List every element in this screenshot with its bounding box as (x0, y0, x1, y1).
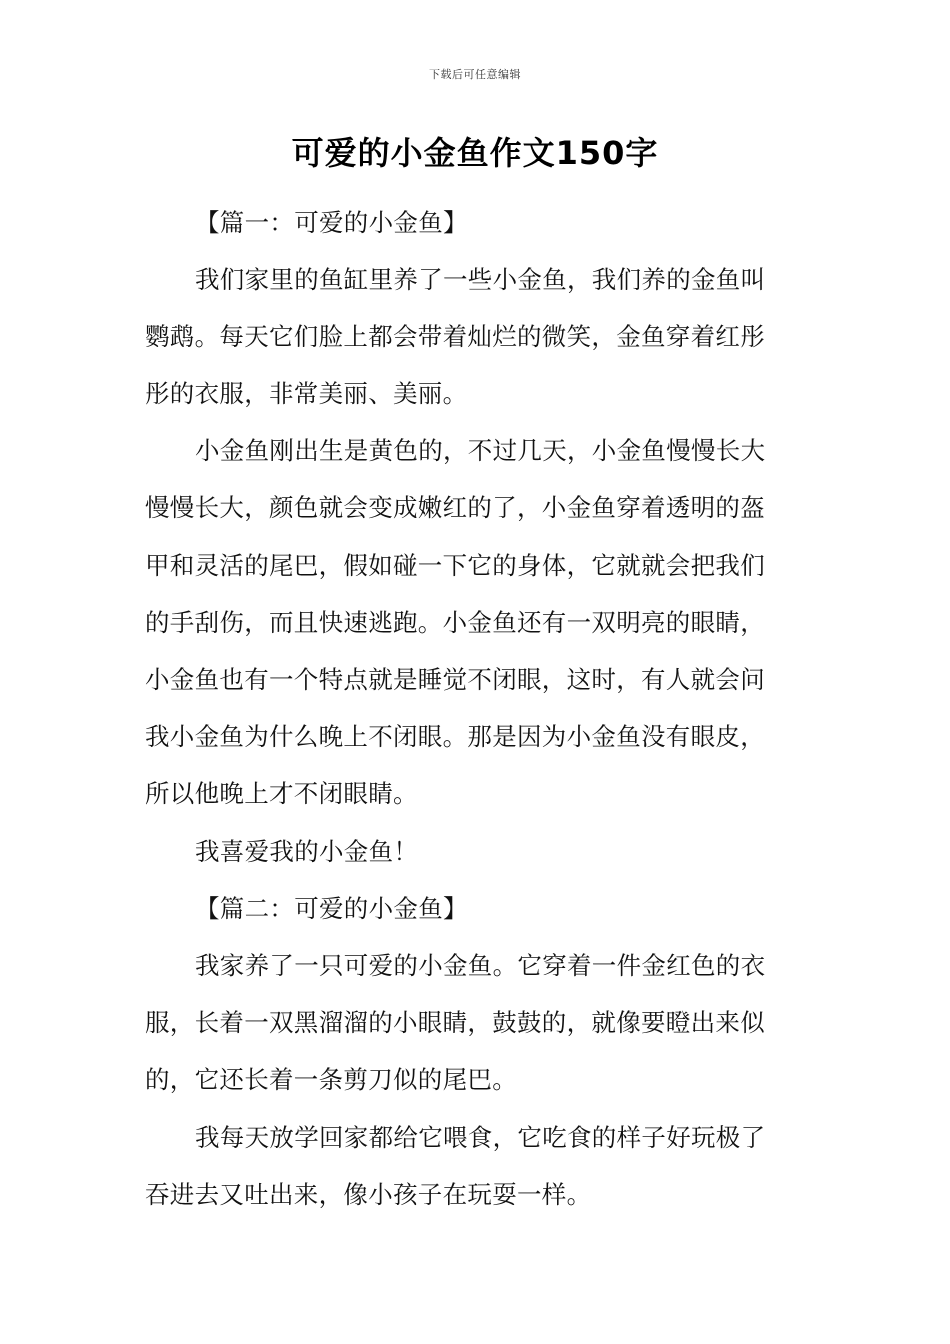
section-heading-1: 【篇一：可爱的小金鱼】 (195, 208, 468, 237)
paragraph-line: 服，长着一双黑溜溜的小眼睛，鼓鼓的，就像要瞪出来似 (145, 1008, 765, 1037)
document-title: 可爱的小金鱼作文150字 (291, 134, 659, 172)
paragraph-line: 我小金鱼为什么晚上不闭眼。那是因为小金鱼没有眼皮， (145, 722, 765, 751)
paragraph-line: 小金鱼刚出生是黄色的，不过几天，小金鱼慢慢长大 (195, 436, 766, 465)
paragraph-line: 鹦鹉。每天它们脸上都会带着灿烂的微笑，金鱼穿着红彤 (145, 322, 765, 351)
paragraph-line: 我每天放学回家都给它喂食，它吃食的样子好玩极了 (195, 1123, 766, 1152)
paragraph-line: 吞进去又吐出来，像小孩子在玩耍一样。 (145, 1180, 592, 1209)
paragraph-line: 慢慢长大，颜色就会变成嫩红的了，小金鱼穿着透明的盔 (145, 493, 765, 522)
header-note: 下载后可任意编辑 (429, 68, 521, 81)
paragraph-line: 我们家里的鱼缸里养了一些小金鱼，我们养的金鱼叫 (195, 265, 766, 294)
paragraph-line: 我喜爱我的小金鱼！ (195, 837, 419, 866)
paragraph-line: 彤的衣服，非常美丽、美丽。 (145, 379, 468, 408)
paragraph-line: 我家养了一只可爱的小金鱼。它穿着一件金红色的衣 (195, 951, 766, 980)
paragraph-line: 的，它还长着一条剪刀似的尾巴。 (145, 1065, 517, 1094)
paragraph-line: 所以他晚上才不闭眼睛。 (145, 779, 418, 808)
paragraph-line: 的手刮伤，而且快速逃跑。小金鱼还有一双明亮的眼睛， (145, 608, 765, 637)
section-heading-2: 【篇二：可爱的小金鱼】 (195, 894, 468, 923)
paragraph-line: 小金鱼也有一个特点就是睡觉不闭眼，这时，有人就会问 (145, 665, 765, 694)
paragraph-line: 甲和灵活的尾巴，假如碰一下它的身体，它就就会把我们 (145, 551, 765, 580)
